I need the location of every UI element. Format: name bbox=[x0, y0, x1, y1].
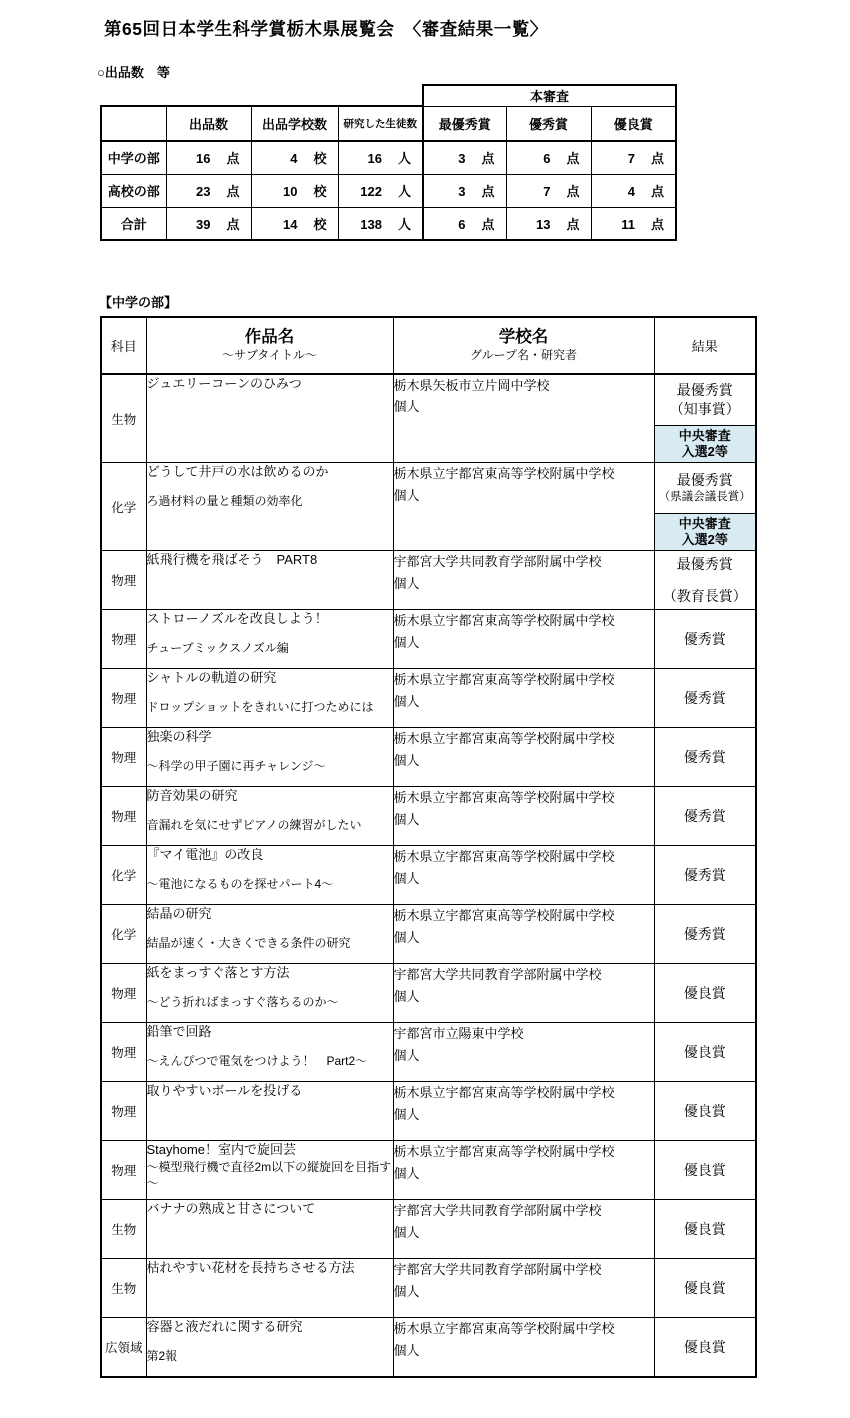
group-or-researcher: 個人 bbox=[393, 1047, 420, 1063]
result-cell bbox=[654, 787, 756, 846]
result-text: （県議会議長賞） bbox=[658, 490, 751, 503]
table-row bbox=[101, 728, 756, 787]
result-award bbox=[655, 865, 756, 886]
school-name: 栃木県立宇都宮東高等学校附属中学校 bbox=[393, 849, 615, 865]
summary-value-cell bbox=[166, 174, 251, 207]
summary-value-cell bbox=[506, 207, 591, 240]
school-cell bbox=[393, 669, 654, 728]
work-title: どうして井戸の水は飲めるのか bbox=[146, 464, 329, 480]
school-name: 宇都宮大学共同教育学部附属中学校 bbox=[393, 1262, 602, 1278]
result-cell bbox=[654, 905, 756, 964]
subject-cell: 物理 bbox=[101, 551, 146, 610]
school-cell bbox=[393, 1200, 654, 1259]
work-subtitle: ドロップショットをきれいに打つためには bbox=[146, 699, 374, 714]
work-title: シャトルの軌道の研究 bbox=[146, 670, 277, 686]
work-title: ジュエリーコーンのひみつ bbox=[146, 376, 302, 391]
table-row bbox=[101, 787, 756, 846]
school-cell bbox=[393, 846, 654, 905]
summary-value: 23 bbox=[196, 184, 211, 199]
result-cell bbox=[654, 846, 756, 905]
central-review-line: 入選2等 bbox=[681, 443, 728, 459]
work-title: 枯れやすい花材を長持ちさせる方法 bbox=[146, 1260, 355, 1276]
result-text: 優良賞 bbox=[683, 984, 726, 1001]
main-review-label: 本審査 bbox=[423, 85, 676, 106]
entries-subheading: ○出品数 等 bbox=[97, 65, 170, 80]
work-title: 容器と液だれに関する研究 bbox=[146, 1319, 303, 1335]
header-subject: 科目 bbox=[101, 317, 146, 374]
result-award bbox=[655, 747, 756, 768]
result-award bbox=[655, 806, 756, 827]
work-title: 結晶の研究 bbox=[146, 906, 212, 922]
summary-unit: 点 bbox=[481, 184, 495, 199]
header-work-subtitle: ～サブタイトル～ bbox=[222, 347, 317, 362]
school-cell bbox=[393, 374, 654, 463]
summary-value: 3 bbox=[458, 151, 466, 167]
work-subtitle: チューブミックスノズル編 bbox=[146, 640, 289, 655]
table-row bbox=[101, 1082, 756, 1141]
work-cell bbox=[146, 551, 393, 610]
summary-unit: 点 bbox=[650, 184, 664, 199]
result-award bbox=[655, 1160, 756, 1181]
summary-value: 7 bbox=[627, 151, 635, 167]
school-name: 栃木県立宇都宮東高等学校附属中学校 bbox=[393, 1321, 615, 1337]
summary-unit: 点 bbox=[566, 151, 580, 167]
school-cell bbox=[393, 787, 654, 846]
work-title: 鉛筆で回路 bbox=[146, 1024, 212, 1040]
result-text: 優良賞 bbox=[683, 1338, 726, 1355]
work-title: 防音効果の研究 bbox=[146, 788, 238, 804]
header-school bbox=[393, 317, 654, 374]
summary-unit: 校 bbox=[313, 216, 327, 232]
summary-value-cell bbox=[338, 141, 423, 174]
result-cell bbox=[654, 669, 756, 728]
table-row bbox=[101, 846, 756, 905]
summary-value-cell bbox=[251, 174, 338, 207]
header-result: 結果 bbox=[654, 317, 756, 374]
group-or-researcher: 個人 bbox=[393, 575, 420, 591]
summary-value: 4 bbox=[627, 184, 635, 199]
work-title: Stayhome！室内で旋回芸 bbox=[146, 1142, 297, 1158]
school-cell bbox=[393, 463, 654, 551]
group-or-researcher: 個人 bbox=[393, 399, 420, 415]
result-cell bbox=[654, 551, 756, 610]
work-cell bbox=[146, 610, 393, 669]
subject-cell: 化学 bbox=[101, 846, 146, 905]
school-cell bbox=[393, 551, 654, 610]
main-review-header-row bbox=[101, 85, 676, 106]
table-row bbox=[101, 905, 756, 964]
result-award bbox=[655, 924, 756, 945]
results-header-row bbox=[101, 317, 756, 374]
subject-cell: 化学 bbox=[101, 463, 146, 551]
work-cell bbox=[146, 846, 393, 905]
summary-unit: 点 bbox=[650, 216, 664, 232]
school-cell bbox=[393, 1318, 654, 1377]
central-review-result bbox=[655, 425, 756, 462]
result-cell bbox=[654, 964, 756, 1023]
summary-unit: 人 bbox=[397, 151, 411, 167]
summary-value: 11 bbox=[621, 216, 635, 232]
result-award bbox=[655, 983, 756, 1004]
table-row bbox=[101, 374, 756, 463]
result-cell bbox=[654, 1023, 756, 1082]
summary-unit: 点 bbox=[566, 184, 580, 199]
summary-value-cell bbox=[166, 207, 251, 240]
col-header-schools: 出品学校数 bbox=[251, 106, 338, 141]
result-cell bbox=[654, 463, 756, 551]
summary-value: 7 bbox=[543, 184, 551, 199]
summary-value-cell bbox=[338, 174, 423, 207]
table-row bbox=[101, 964, 756, 1023]
summary-value: 39 bbox=[196, 216, 211, 232]
school-name: 宇都宮大学共同教育学部附属中学校 bbox=[393, 967, 602, 983]
central-review-line: 中央審査 bbox=[678, 428, 731, 443]
summary-value-cell bbox=[591, 174, 676, 207]
school-name: 栃木県立宇都宮東高等学校附属中学校 bbox=[393, 908, 615, 924]
school-name: 栃木県立宇都宮東高等学校附属中学校 bbox=[393, 1144, 615, 1160]
table-row bbox=[101, 669, 756, 728]
subject-cell: 広領域 bbox=[101, 1318, 146, 1377]
school-name: 栃木県矢板市立片岡中学校 bbox=[393, 378, 550, 393]
result-text: 優良賞 bbox=[683, 1220, 726, 1237]
summary-value: 16 bbox=[196, 151, 211, 167]
result-award bbox=[655, 375, 756, 425]
result-text: （知事賞） bbox=[669, 401, 740, 417]
work-cell bbox=[146, 964, 393, 1023]
group-or-researcher: 個人 bbox=[393, 1283, 420, 1299]
work-subtitle: 結晶が速く・大きくできる条件の研究 bbox=[146, 935, 351, 950]
summary-unit: 人 bbox=[397, 216, 411, 232]
result-text: 最優秀賞 bbox=[676, 471, 733, 488]
summary-unit: 点 bbox=[481, 151, 495, 167]
summary-table bbox=[100, 84, 677, 241]
result-cell bbox=[654, 1259, 756, 1318]
table-row bbox=[101, 1318, 756, 1377]
work-subtitle: 第2報 bbox=[146, 1348, 178, 1363]
summary-value: 14 bbox=[283, 216, 298, 232]
school-name: 宇都宮市立陽東中学校 bbox=[393, 1026, 524, 1042]
summary-unit: 点 bbox=[226, 184, 240, 199]
header-school-title: 学校名 bbox=[498, 327, 549, 346]
result-text: 優秀賞 bbox=[683, 630, 726, 647]
summary-value-cell bbox=[423, 174, 506, 207]
result-text: 優良賞 bbox=[683, 1043, 726, 1060]
summary-unit: 人 bbox=[397, 184, 411, 199]
work-cell bbox=[146, 1141, 393, 1200]
work-subtitle: ～科学の甲子園に再チャレンジ～ bbox=[146, 758, 326, 773]
school-name: 栃木県立宇都宮東高等学校附属中学校 bbox=[393, 1085, 615, 1101]
work-title: 取りやすいボールを投げる bbox=[146, 1083, 303, 1099]
table-row bbox=[101, 1023, 756, 1082]
page-title: 第65回日本学生科学賞栃木県展覧会 〈審査結果一覧〉 bbox=[104, 19, 548, 39]
result-text: 最優秀賞 bbox=[676, 555, 733, 572]
work-cell bbox=[146, 1023, 393, 1082]
summary-row-label: 中学の部 bbox=[101, 141, 166, 174]
subject-cell: 物理 bbox=[101, 1082, 146, 1141]
central-review-result bbox=[655, 513, 756, 550]
work-cell bbox=[146, 374, 393, 463]
summary-value-cell bbox=[591, 141, 676, 174]
work-cell bbox=[146, 787, 393, 846]
work-subtitle: ろ過材料の量と種類の効率化 bbox=[146, 493, 303, 508]
col-header-students: 研究した生徒数 bbox=[338, 106, 423, 141]
group-or-researcher: 個人 bbox=[393, 693, 420, 709]
subject-cell: 生物 bbox=[101, 374, 146, 463]
group-or-researcher: 個人 bbox=[393, 929, 420, 945]
col-header-merit-award: 優良賞 bbox=[591, 106, 676, 141]
work-title: バナナの熟成と甘さについて bbox=[146, 1201, 316, 1217]
summary-value: 6 bbox=[543, 151, 551, 167]
group-or-researcher: 個人 bbox=[393, 752, 420, 768]
work-title: 独楽の科学 bbox=[146, 729, 212, 745]
work-cell bbox=[146, 728, 393, 787]
group-or-researcher: 個人 bbox=[393, 870, 420, 886]
subject-cell: 物理 bbox=[101, 787, 146, 846]
col-header-entries: 出品数 bbox=[166, 106, 251, 141]
work-cell bbox=[146, 1318, 393, 1377]
school-name: 栃木県立宇都宮東高等学校附属中学校 bbox=[393, 613, 615, 629]
work-subtitle: ～えんぴつで電気をつけよう！ Part2～ bbox=[146, 1053, 368, 1068]
subject-cell: 物理 bbox=[101, 1141, 146, 1200]
school-name: 栃木県立宇都宮東高等学校附属中学校 bbox=[393, 731, 615, 747]
subject-cell: 物理 bbox=[101, 669, 146, 728]
subject-cell: 化学 bbox=[101, 905, 146, 964]
summary-value: 3 bbox=[458, 184, 466, 199]
work-cell bbox=[146, 463, 393, 551]
group-or-researcher: 個人 bbox=[393, 1165, 420, 1181]
result-award bbox=[655, 688, 756, 709]
summary-unit: 校 bbox=[313, 151, 327, 167]
school-cell bbox=[393, 905, 654, 964]
group-or-researcher: 個人 bbox=[393, 1224, 420, 1240]
result-cell bbox=[654, 1141, 756, 1200]
subject-cell: 物理 bbox=[101, 610, 146, 669]
result-award bbox=[655, 1101, 756, 1122]
result-award bbox=[655, 629, 756, 650]
group-or-researcher: 個人 bbox=[393, 988, 420, 1004]
header-work bbox=[146, 317, 393, 374]
school-cell bbox=[393, 1141, 654, 1200]
subject-cell: 物理 bbox=[101, 964, 146, 1023]
work-subtitle: ～模型飛行機で直径2m以下の縦旋回を目指す～ bbox=[146, 1159, 392, 1190]
summary-value: 10 bbox=[283, 184, 298, 199]
work-cell bbox=[146, 1259, 393, 1318]
summary-value-cell bbox=[251, 141, 338, 174]
summary-row bbox=[101, 207, 676, 240]
school-cell bbox=[393, 1259, 654, 1318]
result-text: 優秀賞 bbox=[683, 925, 726, 942]
work-title: ストローノズルを改良しよう！ bbox=[146, 611, 328, 627]
school-name: 栃木県立宇都宮東高等学校附属中学校 bbox=[393, 466, 615, 482]
result-text: 優秀賞 bbox=[683, 748, 726, 765]
summary-value-cell bbox=[506, 141, 591, 174]
summary-value: 4 bbox=[290, 151, 298, 167]
subject-cell: 物理 bbox=[101, 728, 146, 787]
result-cell bbox=[654, 1200, 756, 1259]
result-cell bbox=[654, 1082, 756, 1141]
summary-value-cell bbox=[338, 207, 423, 240]
summary-value: 6 bbox=[458, 216, 466, 232]
work-subtitle: ～どう折ればまっすぐ落ちるのか～ bbox=[146, 994, 339, 1009]
result-cell bbox=[654, 610, 756, 669]
work-subtitle: ～電池になるものを探せパート4～ bbox=[146, 876, 334, 891]
table-row bbox=[101, 463, 756, 551]
school-name: 宇都宮大学共同教育学部附属中学校 bbox=[393, 1203, 602, 1219]
result-award bbox=[655, 1042, 756, 1063]
group-or-researcher: 個人 bbox=[393, 1106, 420, 1122]
result-text: 優良賞 bbox=[683, 1279, 726, 1296]
work-cell bbox=[146, 905, 393, 964]
section-label: 【中学の部】 bbox=[99, 295, 178, 310]
header-work-title: 作品名 bbox=[244, 327, 295, 346]
group-or-researcher: 個人 bbox=[393, 1342, 420, 1358]
summary-value: 16 bbox=[367, 151, 382, 167]
result-award bbox=[655, 1278, 756, 1299]
corner-cell bbox=[101, 106, 166, 141]
result-cell bbox=[654, 728, 756, 787]
central-review-line: 中央審査 bbox=[678, 516, 731, 532]
group-or-researcher: 個人 bbox=[393, 811, 420, 827]
school-cell bbox=[393, 964, 654, 1023]
summary-value-cell bbox=[423, 141, 506, 174]
summary-row bbox=[101, 174, 676, 207]
subject-cell: 生物 bbox=[101, 1259, 146, 1318]
table-row bbox=[101, 610, 756, 669]
result-text: 優良賞 bbox=[683, 1102, 726, 1119]
summary-value: 13 bbox=[536, 216, 551, 232]
summary-unit: 点 bbox=[566, 216, 580, 232]
result-text: 優秀賞 bbox=[683, 689, 726, 706]
work-cell bbox=[146, 669, 393, 728]
result-award bbox=[655, 1337, 756, 1358]
summary-row-label: 合計 bbox=[101, 207, 166, 240]
summary-row bbox=[101, 141, 676, 174]
summary-unit: 点 bbox=[650, 151, 664, 167]
summary-row-label: 高校の部 bbox=[101, 174, 166, 207]
result-text: 優秀賞 bbox=[683, 866, 726, 883]
central-review-line: 入選2等 bbox=[681, 531, 728, 547]
results-table bbox=[100, 316, 757, 1378]
summary-unit: 校 bbox=[313, 184, 327, 199]
summary-unit: 点 bbox=[226, 151, 240, 167]
work-title: 紙をまっすぐ落とす方法 bbox=[146, 965, 290, 981]
subject-cell: 物理 bbox=[101, 1023, 146, 1082]
work-subtitle: 音漏れを気にせずピアノの練習がしたい bbox=[146, 817, 362, 832]
result-text: 最優秀賞 bbox=[676, 382, 733, 399]
result-award bbox=[655, 463, 756, 513]
work-cell bbox=[146, 1082, 393, 1141]
result-award bbox=[655, 554, 756, 607]
work-title: 『マイ電池』の改良 bbox=[146, 847, 264, 863]
table-row bbox=[101, 1200, 756, 1259]
school-name: 宇都宮大学共同教育学部附属中学校 bbox=[393, 554, 602, 570]
work-cell bbox=[146, 1200, 393, 1259]
group-or-researcher: 個人 bbox=[393, 487, 420, 503]
summary-value: 138 bbox=[360, 216, 382, 232]
table-row bbox=[101, 1259, 756, 1318]
summary-value-cell bbox=[251, 207, 338, 240]
summary-unit: 点 bbox=[226, 216, 240, 232]
table-row bbox=[101, 1141, 756, 1200]
result-cell bbox=[654, 1318, 756, 1377]
summary-value-cell bbox=[506, 174, 591, 207]
result-cell bbox=[654, 374, 756, 463]
col-header-excellence-award: 優秀賞 bbox=[506, 106, 591, 141]
result-text: 優秀賞 bbox=[683, 807, 726, 824]
header-school-subtitle: グループ名・研究者 bbox=[469, 347, 578, 362]
school-cell bbox=[393, 728, 654, 787]
group-or-researcher: 個人 bbox=[393, 634, 420, 650]
subject-cell: 生物 bbox=[101, 1200, 146, 1259]
work-title: 紙飛行機を飛ばそう PART8 bbox=[146, 552, 318, 568]
school-cell bbox=[393, 1023, 654, 1082]
result-award bbox=[655, 1219, 756, 1240]
table-row bbox=[101, 551, 756, 610]
summary-value-cell bbox=[423, 207, 506, 240]
school-cell bbox=[393, 610, 654, 669]
summary-value-cell bbox=[591, 207, 676, 240]
summary-unit: 点 bbox=[481, 216, 495, 232]
summary-value-cell bbox=[166, 141, 251, 174]
school-name: 栃木県立宇都宮東高等学校附属中学校 bbox=[393, 672, 615, 688]
result-text: （教育長賞） bbox=[662, 587, 747, 604]
col-header-top-award: 最優秀賞 bbox=[423, 106, 506, 141]
summary-header-row bbox=[101, 106, 676, 141]
school-cell bbox=[393, 1082, 654, 1141]
school-name: 栃木県立宇都宮東高等学校附属中学校 bbox=[393, 790, 615, 806]
result-text: 優良賞 bbox=[683, 1161, 726, 1178]
spacer-cell bbox=[101, 85, 423, 106]
summary-value: 122 bbox=[360, 184, 382, 199]
